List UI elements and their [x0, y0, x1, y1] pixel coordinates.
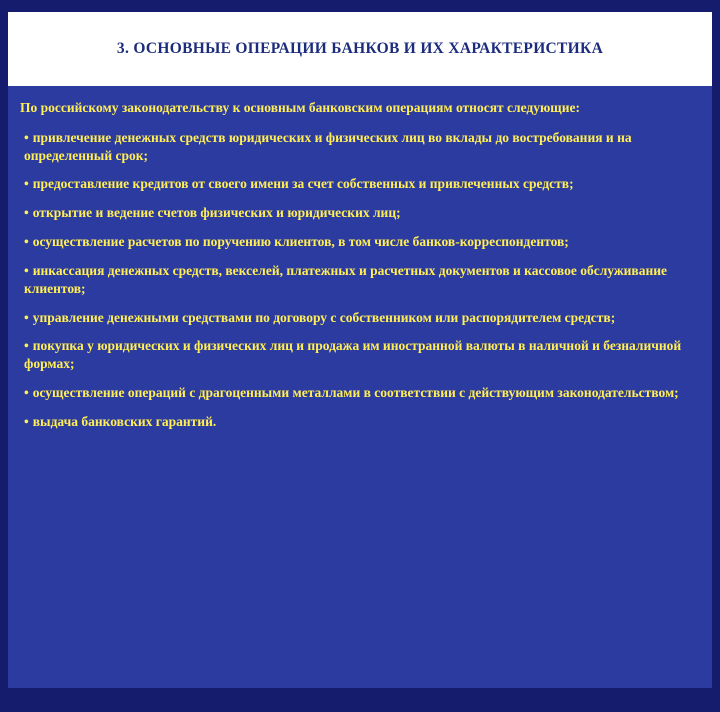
bullet-text: управление денежными средствами по договору с собственником или распорядителем средств; — [32, 309, 616, 325]
intro-paragraph: По российскому законодательству к основным банковским операциям относят следующие: — [20, 100, 580, 115]
bullet-text: осуществление операций с драгоценными металлами в соответствии с действующим законодательством; — [32, 384, 679, 400]
bullet-item — [20, 233, 696, 251]
bullet-item — [20, 384, 696, 402]
bullet-item — [20, 262, 696, 298]
bullet-marker: • — [24, 338, 29, 354]
bullet-marker: • — [24, 129, 29, 145]
bullet-text: покупка у юридических и физических лиц и продажа им иностранной валюты в наличной и безналичной формах; — [24, 338, 682, 372]
bullet-marker: • — [24, 234, 29, 250]
slide-content-panel — [8, 86, 712, 688]
bullet-marker: • — [24, 413, 29, 429]
bullet-marker: • — [24, 205, 29, 221]
bullet-marker: • — [24, 309, 29, 325]
bullet-item — [20, 309, 696, 327]
bullet-item — [20, 129, 696, 165]
bullet-item — [20, 175, 696, 193]
bullet-marker: • — [24, 384, 29, 400]
slide-header — [8, 12, 712, 86]
bullet-text: предоставление кредитов от своего имени за счет собственных и привлеченных средств; — [32, 176, 574, 192]
bullet-text: инкассация денежных средств, векселей, платежных и расчетных документов и кассовое обслуживание клиентов; — [24, 262, 667, 296]
bullet-item — [20, 337, 696, 373]
bullet-text: выдача банковских гарантий. — [32, 413, 217, 429]
bullet-marker: • — [24, 176, 29, 192]
bullet-marker: • — [24, 262, 29, 278]
bullet-text: привлечение денежных средств юридических и физических лиц во вклады до востребования и на определенный срок; — [24, 129, 632, 163]
bullet-text: осуществление расчетов по поручению клиентов, в том числе банков-корреспондентов; — [32, 234, 569, 250]
slide-title: 3. ОСНОВНЫЕ ОПЕРАЦИИ БАНКОВ И ИХ ХАРАКТЕРИСТИКА — [116, 40, 604, 57]
bullet-item — [20, 413, 696, 431]
bullet-item — [20, 204, 696, 222]
bullet-text: открытие и ведение счетов физических и юридических лиц; — [32, 205, 401, 221]
